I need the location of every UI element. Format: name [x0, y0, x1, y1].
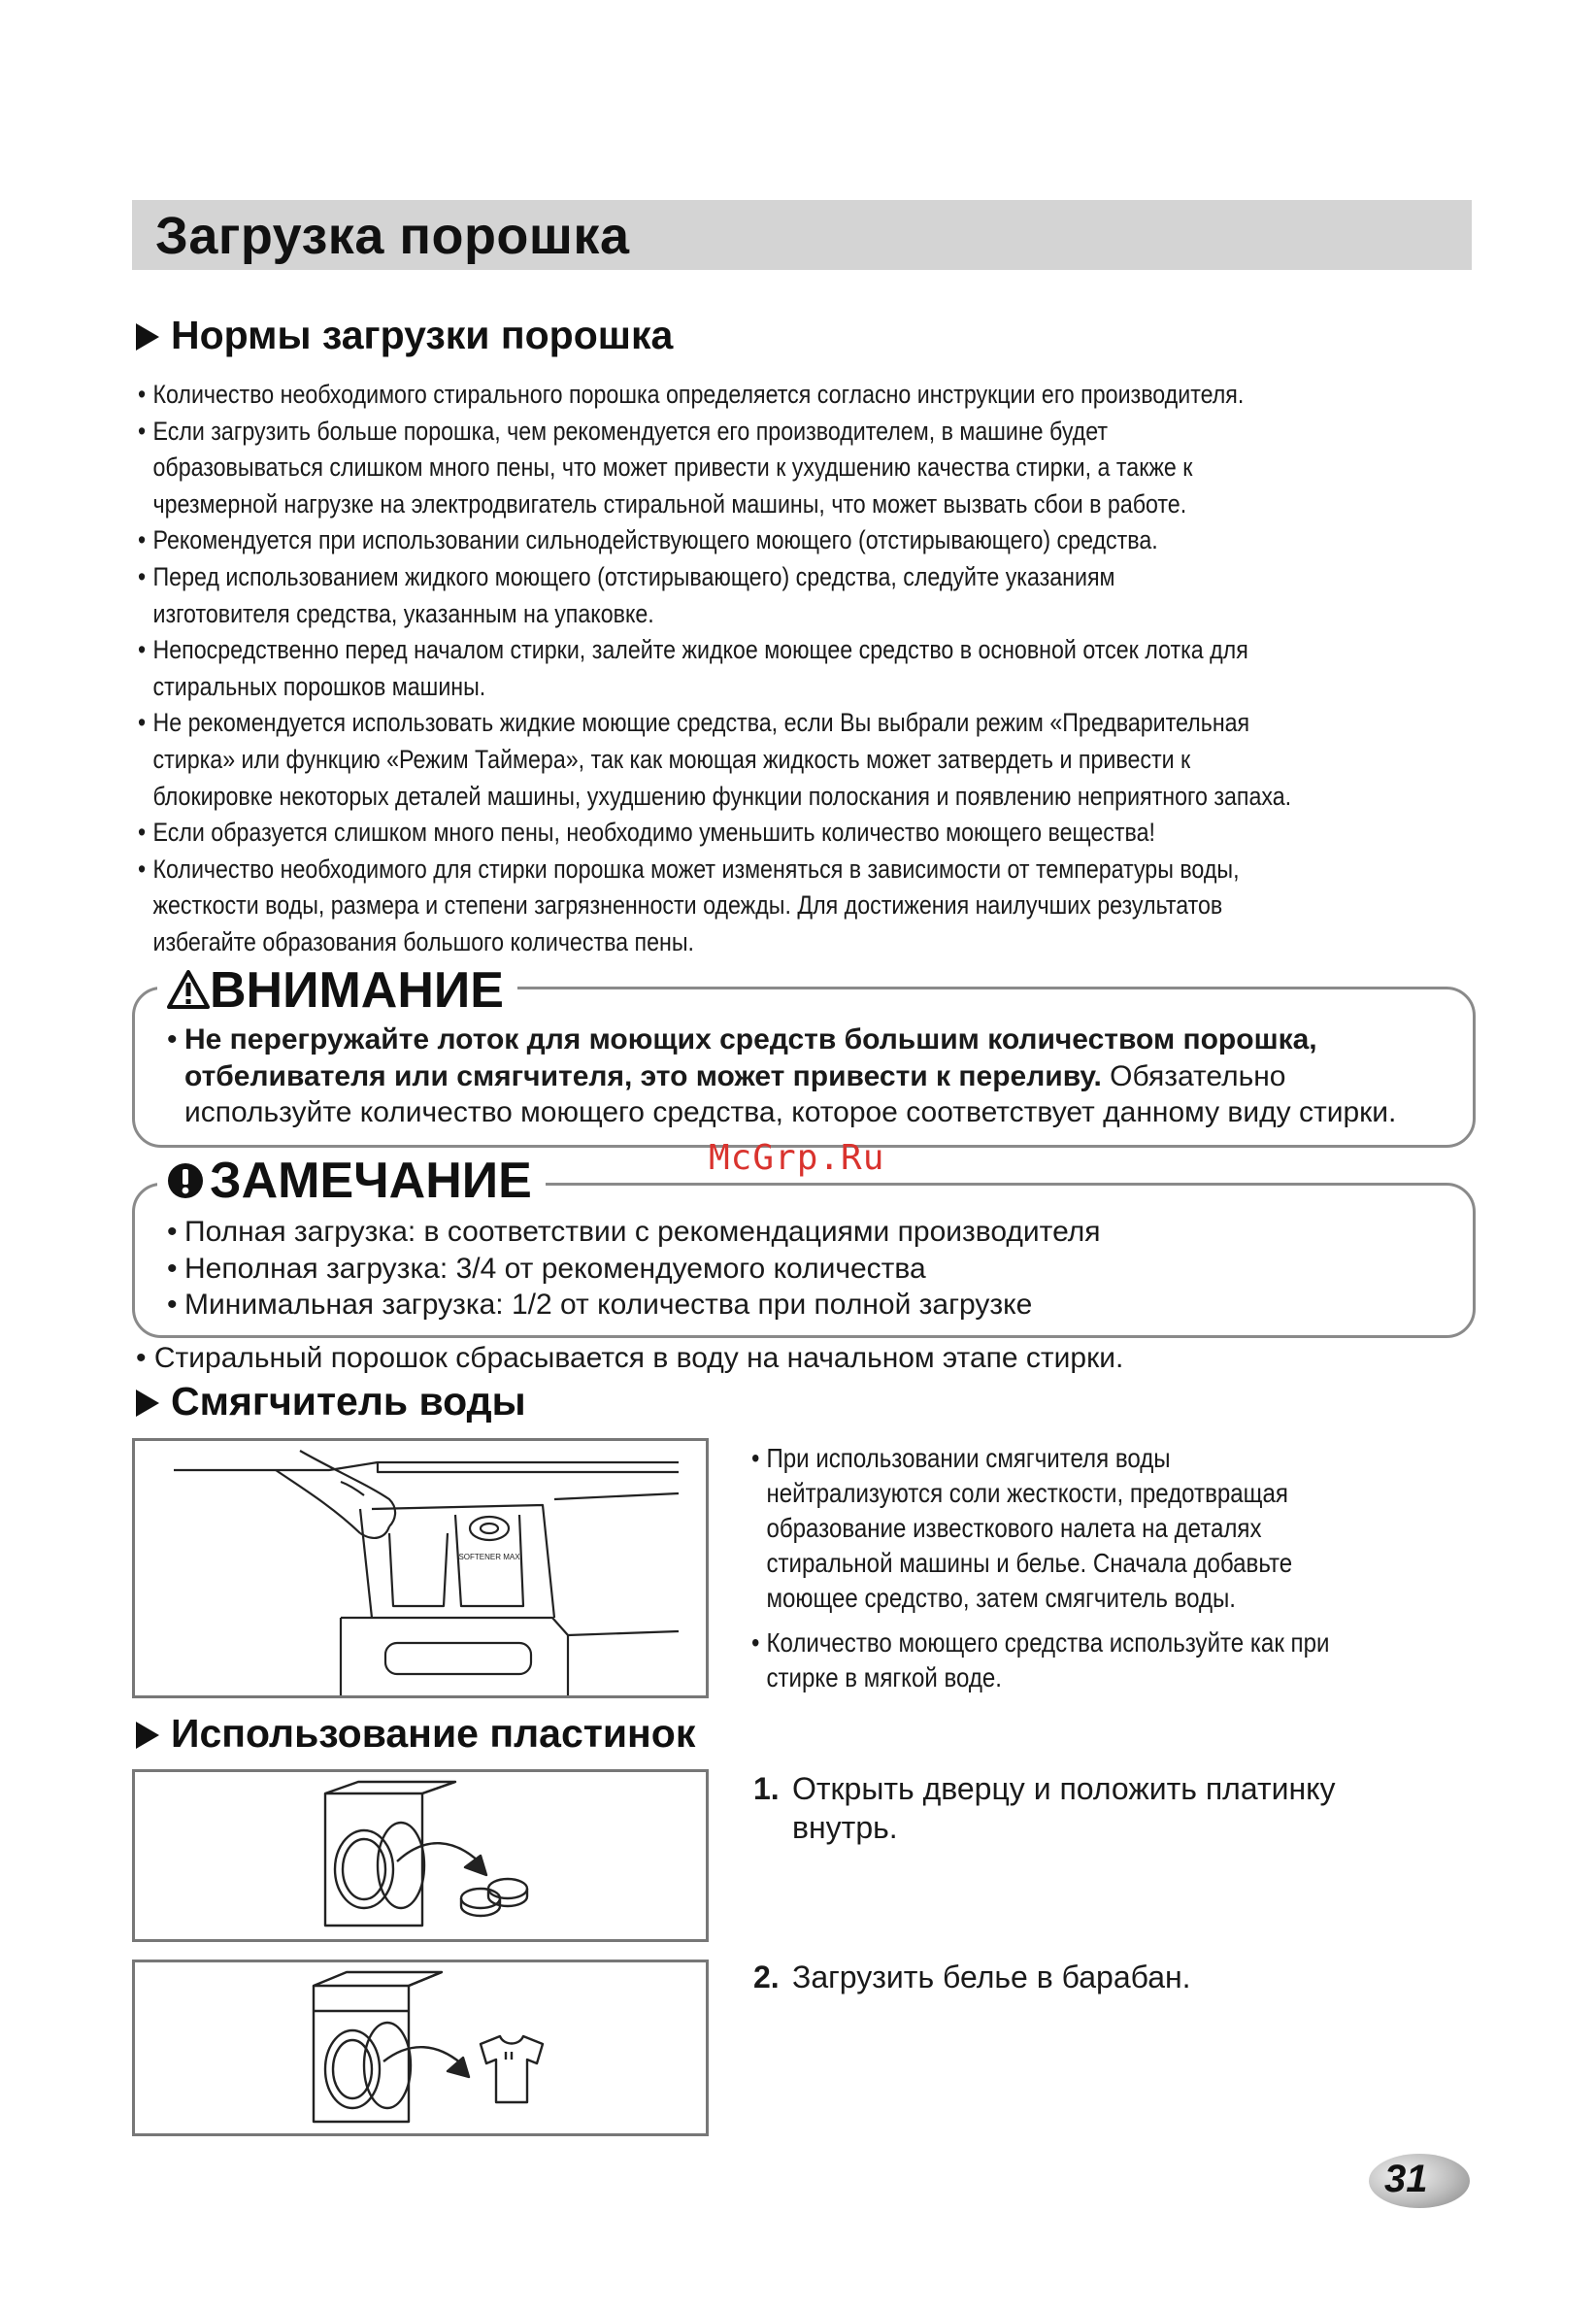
- caution-line-3: используйте количество моющего средства, которое соответствует данному виду стирки.: [184, 1096, 1397, 1128]
- caution-line-2-bold: отбеливателя или смягчителя, это может привести к переливу.: [184, 1059, 1102, 1092]
- caution-label-text: ВНИМАНИЕ: [210, 962, 504, 1019]
- tablets-illustration-step-2: [132, 1960, 709, 2136]
- list-item-line: образовываться слишком много пены, что может привести к ухудшению качества стирки, а также к: [152, 452, 1193, 483]
- warning-triangle-icon: [167, 970, 210, 1009]
- tablet-step-2: [753, 1958, 1472, 1996]
- section-heading-norms: [136, 313, 673, 358]
- note-label: [157, 1152, 546, 1210]
- section-heading-text: Использование пластинок: [171, 1711, 696, 1756]
- list-item-line: стирке в мягкой воде.: [766, 1662, 1002, 1692]
- section-heading-text: Смягчитель воды: [171, 1379, 526, 1424]
- list-item: [138, 522, 1465, 559]
- page-title-bar: [132, 200, 1472, 270]
- step-line: Загрузить белье в барабан.: [792, 1960, 1191, 1994]
- list-item-line: • Непосредственно перед началом стирки, залейте жидкое моющее средство в основной отсек лотка для: [152, 635, 1248, 665]
- note-item: • Неполная загрузка: 3/4 от рекомендуемого количества: [167, 1251, 1429, 1288]
- list-item: [138, 559, 1465, 632]
- note-label-text: ЗАМЕЧАНИЕ: [210, 1153, 532, 1209]
- step-number: 1.: [753, 1771, 780, 1806]
- list-item-line: стиральных порошков машины.: [152, 671, 486, 701]
- triangle-bullet-icon: [136, 1722, 159, 1749]
- softener-illustration: [132, 1438, 709, 1698]
- exclamation-circle-icon: [167, 1162, 204, 1199]
- list-item-line: моющее средство, затем смягчитель воды.: [766, 1583, 1237, 1613]
- list-item-line: • Количество необходимого для стирки порошка может изменяться в зависимости от температуры воды,: [152, 854, 1240, 884]
- list-item-line: избегайте образования большого количества пены.: [152, 926, 694, 956]
- list-item-line: • Рекомендуется при использовании сильнодействующего моющего (отстирывающего) средства.: [152, 525, 1158, 555]
- list-item-line: изготовителя средства, указанным на упаковке.: [152, 598, 654, 628]
- list-item-line: • Если загрузить больше порошка, чем рекомендуется его производителем, в машине будет: [152, 416, 1108, 446]
- list-item: [138, 414, 1465, 523]
- list-item-line: • Не рекомендуется использовать жидкие моющие средства, если Вы выбрали режим «Предварительная: [152, 708, 1250, 738]
- list-item-line: • При использовании смягчителя воды: [766, 1443, 1171, 1473]
- list-item-line: образование известкового налета на деталях: [766, 1513, 1262, 1543]
- step-line: внутрь.: [792, 1810, 898, 1845]
- list-item-line: • Перед использованием жидкого моющего (отстирывающего) средства, следуйте указаниям: [152, 561, 1115, 591]
- section-heading-softener: [136, 1379, 526, 1424]
- page-title: Загрузка порошка: [155, 207, 630, 265]
- list-item-line: чрезмерной нагрузке на электродвигатель стиральной машины, что может вызвать сбои в работе.: [152, 488, 1187, 519]
- caution-line-2-normal: Обязательно: [1101, 1059, 1286, 1092]
- tablets-illustration-step-1: [132, 1769, 709, 1942]
- caution-label: [157, 961, 517, 1020]
- note-content: [167, 1214, 1429, 1324]
- list-item: [138, 705, 1465, 815]
- detergent-release-text: Стиральный порошок сбрасывается в воду на начальном этапе стирки.: [153, 1342, 1124, 1374]
- list-item-line: • Количество необходимого стирального порошка определяется согласно инструкции его производителя.: [152, 380, 1245, 409]
- washer-tablet-image: [135, 1772, 706, 1939]
- list-item: [751, 1441, 1461, 1616]
- triangle-bullet-icon: [136, 323, 159, 351]
- triangle-bullet-icon: [136, 1390, 159, 1417]
- detergent-release-note: [136, 1340, 1123, 1377]
- washer-laundry-image: [135, 1962, 706, 2133]
- list-item: [138, 852, 1465, 961]
- note-item: • Минимальная загрузка: 1/2 от количества при полной загрузке: [167, 1287, 1429, 1324]
- dispenser-drawer-image: [135, 1441, 706, 1695]
- page-number: 31: [1384, 2158, 1428, 2200]
- softener-bullet-list: [751, 1441, 1461, 1695]
- list-item-line: • Если образуется слишком много пены, необходимо уменьшить количество моющего вещества!: [152, 818, 1155, 848]
- list-item-line: блокировке некоторых деталей машины, ухудшению функции полоскания и появлению неприятного запаха.: [152, 781, 1292, 811]
- section-heading-tablets: [136, 1711, 695, 1757]
- section-heading-text: Нормы загрузки порошка: [171, 313, 674, 357]
- list-item-line: • Количество моющего средства используйте как при: [766, 1627, 1330, 1658]
- watermark: McGrp.Ru: [709, 1138, 885, 1178]
- step-number: 2.: [753, 1960, 780, 1994]
- list-item: [138, 377, 1465, 414]
- caution-line-1: Не перегружайте лоток для моющих средств большим количеством порошка,: [184, 1023, 1317, 1055]
- list-item-line: стиральной машины и белье. Сначала добавьте: [766, 1548, 1293, 1578]
- page-number-badge: [1359, 2146, 1476, 2214]
- list-item-line: нейтрализуются соли жесткости, предотвращая: [766, 1478, 1288, 1508]
- bullet-glyph: •: [167, 1023, 178, 1055]
- tablet-step-1: [753, 1769, 1472, 1847]
- norms-bullet-list: [138, 377, 1465, 961]
- list-item: [138, 632, 1465, 705]
- list-item: [751, 1625, 1461, 1695]
- softener-max-label: SOFTENER MAX: [458, 1553, 520, 1561]
- step-line: Открыть дверцу и положить платинку: [792, 1771, 1336, 1806]
- bullet-glyph: •: [136, 1342, 147, 1374]
- note-item: • Полная загрузка: в соответствии с рекомендациями производителя: [167, 1214, 1429, 1251]
- caution-content: [167, 1022, 1458, 1131]
- list-item-line: стирка» или функцию «Режим Таймера», так как моющая жидкость может затвердеть и привести к: [152, 744, 1191, 774]
- list-item: [138, 815, 1465, 852]
- list-item-line: жесткости воды, размера и степени загрязненности одежды. Для достижения наилучших результатов: [152, 890, 1223, 921]
